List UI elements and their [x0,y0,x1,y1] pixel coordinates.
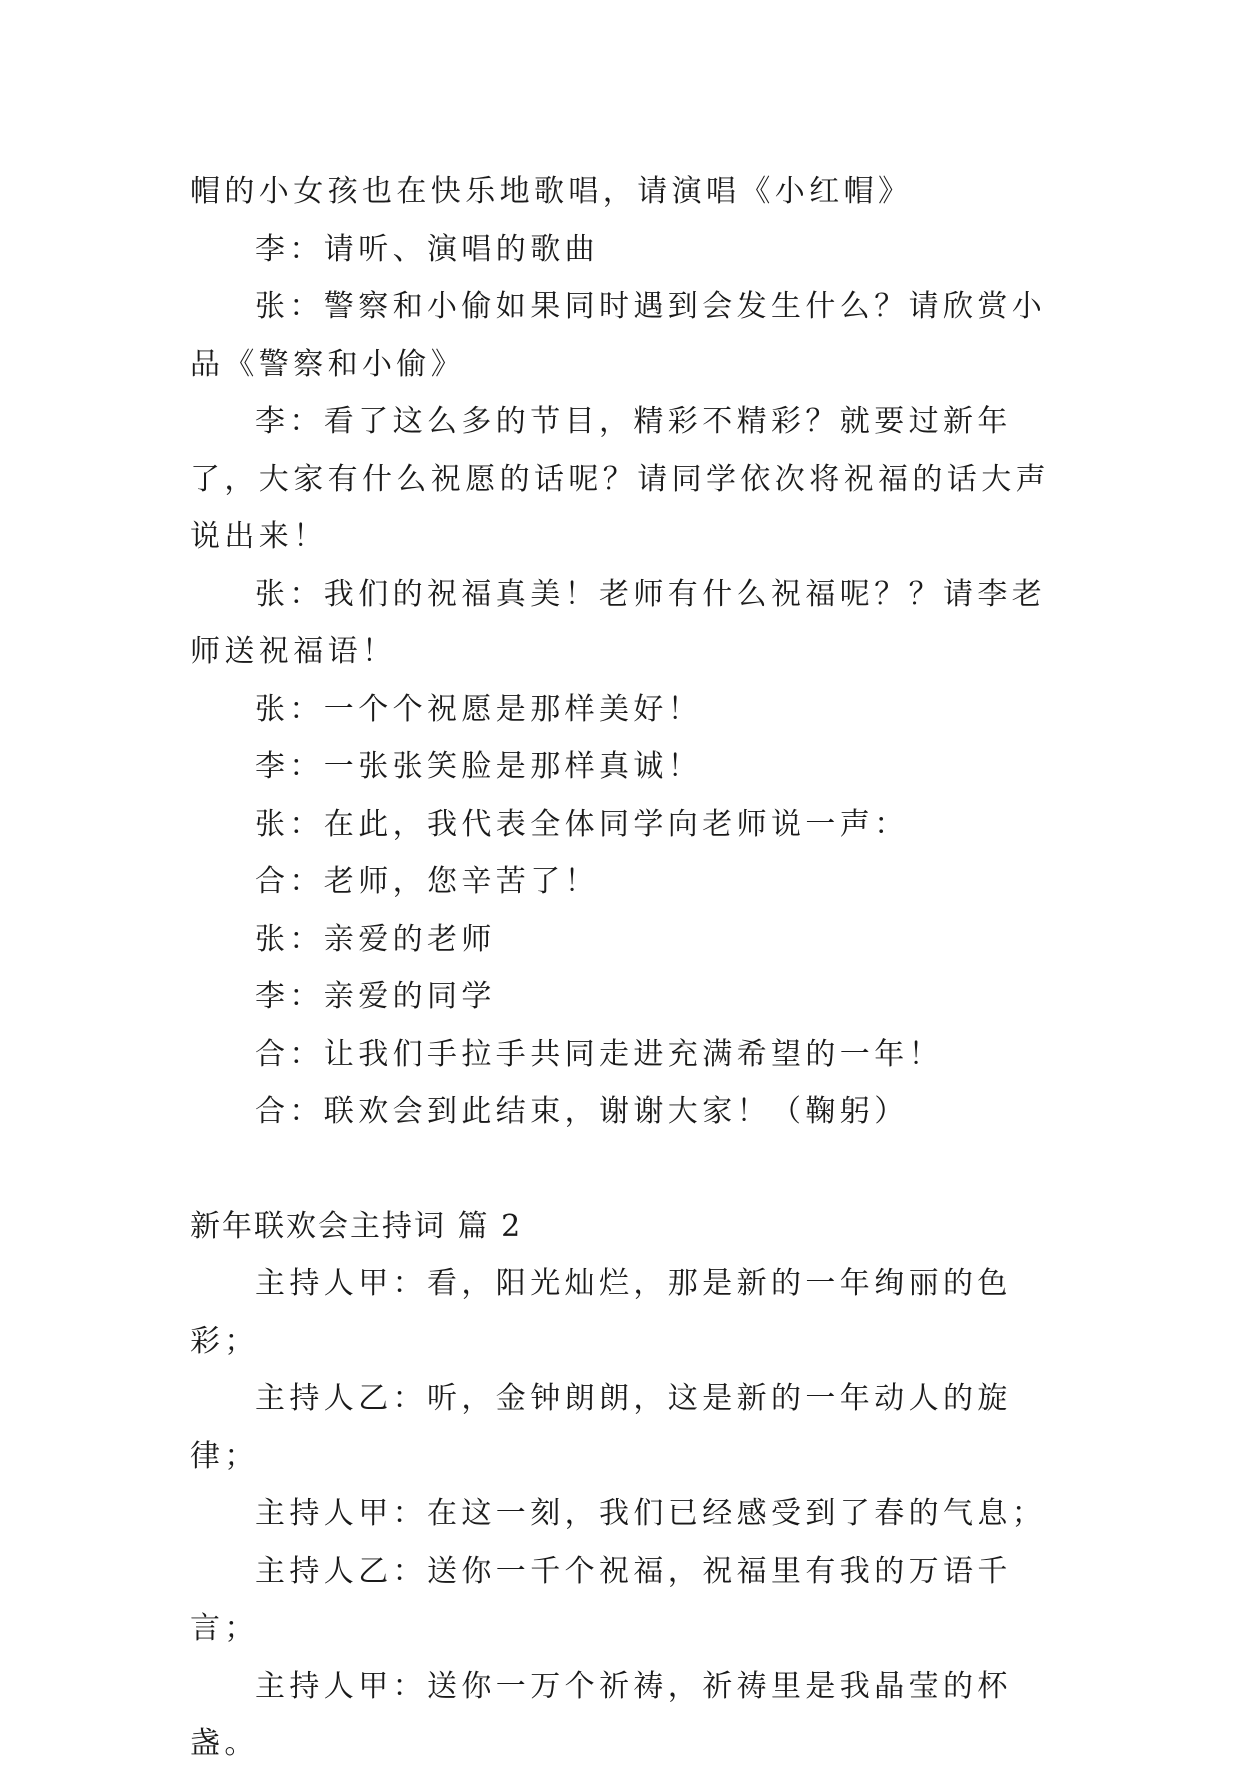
document-body [190,163,1070,1773]
paragraph: 合：联欢会到此结束，谢谢大家！（鞠躬） [255,1094,909,1129]
paragraph: 张：一个个祝愿是那样美好！ [255,691,703,727]
paragraph: 主持人甲：送你一万个祈祷，祈祷里是我晶莹的杯盏。 [190,1668,1012,1761]
paragraph: 李：一张张笑脸是那样真诚！ [255,749,703,784]
paragraph: 主持人甲：看，阳光灿烂，那是新的一年绚丽的色彩； [190,1266,1012,1359]
section-spacer [190,1141,1070,1198]
paragraph: 主持人乙：听，金钟朗朗，这是新的一年动人的旋律； [190,1381,1012,1474]
paragraph: 主持人甲：在这一刻，我们已经感受到了春的气息； [255,1496,1047,1531]
paragraph: 合：让我们手拉手共同走进充满希望的一年！ [255,1036,943,1072]
paragraph: 张：我们的祝福真美！老师有什么祝福呢？？请李老师送祝福语！ [190,576,1047,669]
paragraph: 李：看了这么多的节目，精彩不精彩？就要过新年了，大家有什么祝愿的话呢？请同学依次将祝福的话大声说出来！ [190,404,1050,554]
paragraph-continuation: 帽的小女孩也在快乐地歌唱，请演唱《小红帽》 [190,174,913,209]
section-heading: 新年联欢会主持词 篇 2 [190,1208,523,1244]
paragraph: 张：亲爱的老师 [255,921,496,957]
paragraph: 合：老师，您辛苦了！ [255,864,599,899]
paragraph: 李：亲爱的同学 [255,979,496,1014]
paragraph: 主持人乙：送你一千个祝福，祝福里有我的万语千言； [190,1553,1012,1646]
paragraph: 李：请听、演唱的歌曲 [255,231,599,267]
paragraph: 张：在此，我代表全体同学向老师说一声： [255,806,909,842]
paragraph: 张：警察和小偷如果同时遇到会发生什么？请欣赏小品《警察和小偷》 [190,289,1047,382]
